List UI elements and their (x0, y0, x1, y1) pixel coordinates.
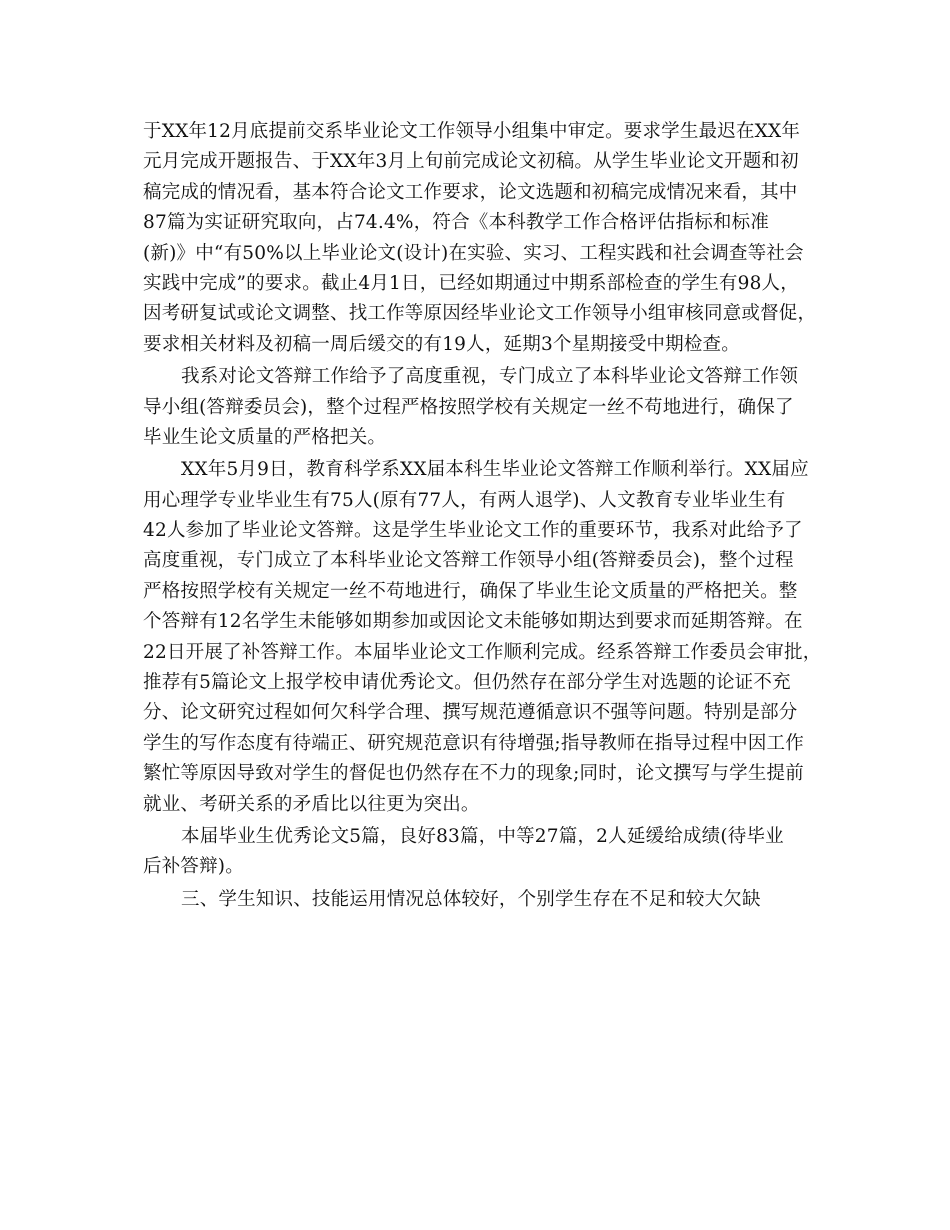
text-line: 就业、考研关系的矛盾比以往更为突出。 (143, 793, 480, 815)
text-line: 我系对论文答辩工作给予了高度重视，专门成立了本科毕业论文答辩工作领 (181, 366, 799, 388)
text-line: 42人参加了毕业论文答辩。这是学生毕业论文工作的重要环节，我系对此给予了 (143, 520, 803, 542)
document-body (143, 117, 822, 915)
text-line: (新)》中“有50%以上毕业论文(设计)在实验、实习、工程实践和社会调查等社会 (143, 242, 804, 264)
text-line: 实践中完成”的要求。截止4月1日，已经如期通过中期系部检查的学生有98人， (143, 272, 799, 294)
paragraph (143, 455, 822, 820)
section-heading: 三、学生知识、技能运用情况总体较好，个别学生存在不足和较大欠缺 (181, 888, 761, 910)
text-line: 用心理学专业毕业生有75人(原有77人，有两人退学)、人文教育专业毕业生有 (143, 489, 786, 511)
text-line: 87篇为实证研究取向，占74.4%，符合《本科教学工作合格评估指标和标准 (143, 212, 770, 234)
text-line: 元月完成开题报告、于XX年3月上旬前完成论文初稿。从学生毕业论文开题和初 (143, 151, 799, 173)
paragraph (143, 885, 811, 915)
text-line: 毕业生论文质量的严格把关。 (143, 426, 387, 448)
text-line: 于XX年12月底提前交系毕业论文工作领导小组集中审定。要求学生最迟在XX年 (143, 121, 801, 142)
paragraph (143, 822, 811, 883)
text-line: 分、论文研究过程如何欠科学合理、撰写规范遵循意识不强等问题。特别是部分 (143, 702, 798, 724)
text-line: 严格按照学校有关规定一丝不苟地进行，确保了毕业生论文质量的严格把关。整 (143, 580, 798, 602)
text-line: 因考研复试或论文调整、找工作等原因经毕业论文工作领导小组审核同意或督促， (143, 303, 817, 325)
text-line: 本届毕业生优秀论文5篇，良好83篇，中等27篇，2人延缓给成绩(待毕业 (181, 825, 784, 847)
text-line: 高度重视，专门成立了本科毕业论文答辩工作领导小组(答辩委员会)，整个过程 (143, 550, 794, 572)
text-line: 个答辩有12名学生未能够如期参加或因论文未能够如期达到要求而延期答辩。在 (143, 611, 803, 633)
text-line: 推荐有5篇论文上报学校申请优秀论文。但仍然存在部分学生对选题的论证不充 (143, 672, 791, 694)
paragraph (143, 117, 817, 360)
text-line: 22日开展了补答辩工作。本届毕业论文工作顺利完成。经系答辩工作委员会审批， (143, 641, 822, 663)
text-line: 后补答辩)。 (143, 856, 244, 878)
text-line: 学生的写作态度有待端正、研究规范意识有待增强;指导教师在指导过程中因工作 (143, 732, 804, 754)
text-line: 稿完成的情况看，基本符合论文工作要求，论文选题和初稿完成情况来看，其中 (143, 181, 798, 203)
text-line: 导小组(答辩委员会)，整个过程严格按照学校有关规定一丝不苟地进行，确保了 (143, 396, 794, 418)
paragraph (143, 362, 811, 453)
text-line: 繁忙等原因导致对学生的督促也仍然存在不力的现象;同时，论文撰写与学生提前 (143, 763, 804, 785)
text-line: XX年5月9日，教育科学系XX届本科生毕业论文答辩工作顺利举行。XX届应 (181, 459, 809, 481)
text-line: 要求相关材料及初稿一周后缓交的有19人，延期3个星期接受中期检查。 (143, 333, 740, 355)
